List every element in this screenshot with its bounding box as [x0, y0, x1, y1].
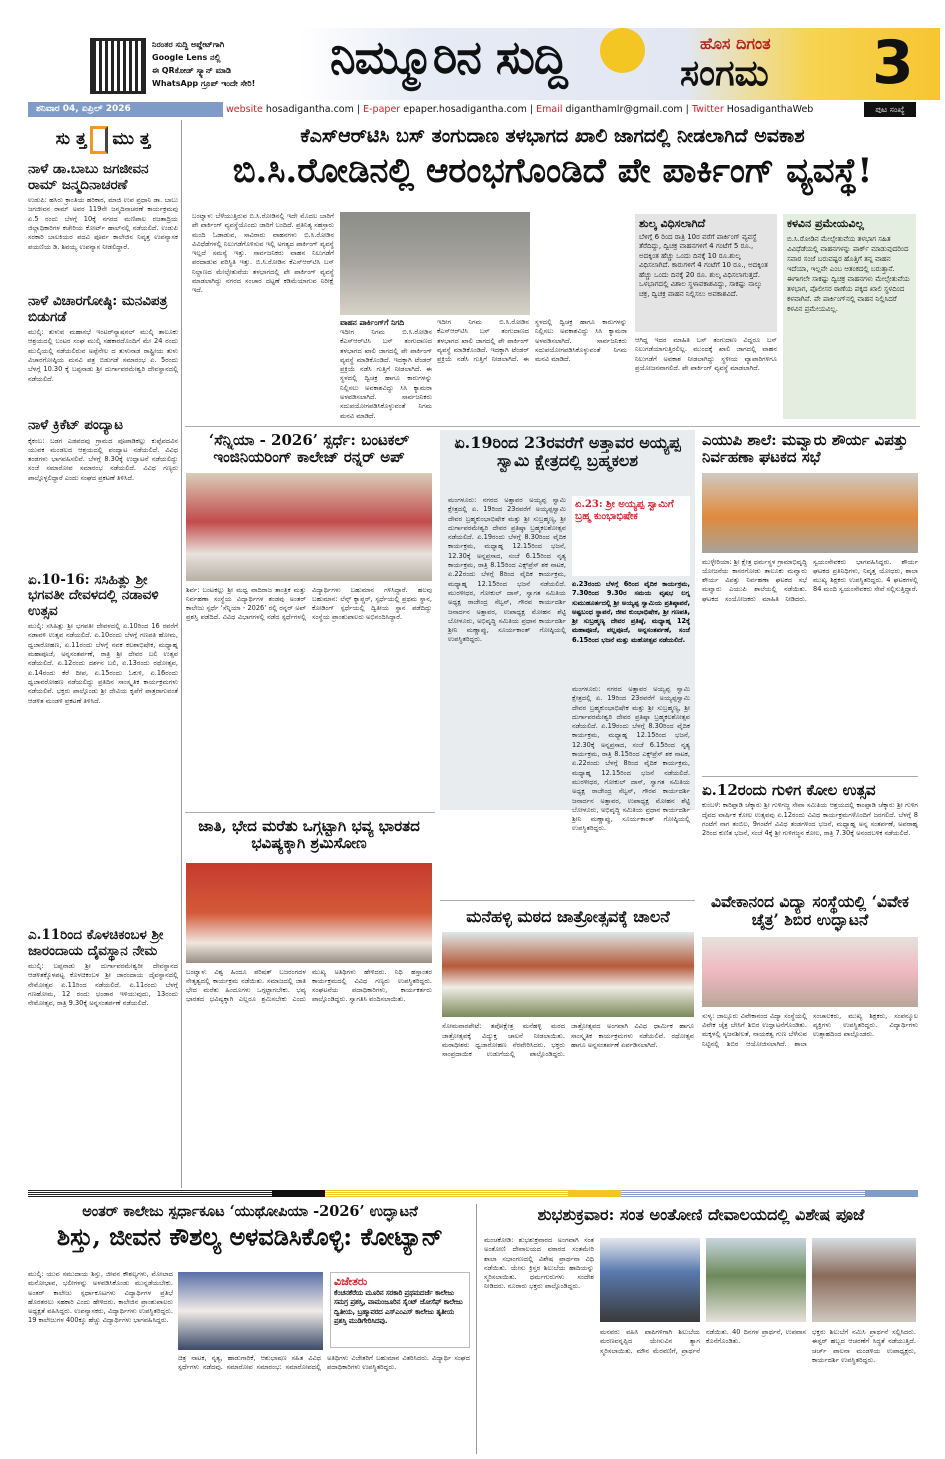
- logo-text: ಮು ತ್ತ: [112, 129, 151, 150]
- parking-photo: [340, 212, 530, 315]
- main-kicker: ಕೆಎಸ್‌ಆರ್‌ಟಿಸಿ ಬಸ್ ತಂಗುದಾಣ ತಳಭಾಗದ ಖಾಲಿ ಜಾಗದಲ್ಲಿ ನೀಡಲಾಗಿದೆ ಅವಕಾಶ: [300, 125, 805, 147]
- theft-info-box: [783, 214, 916, 419]
- main-body: ಬಂಟ್ವಾಳ: ಬೆಳೆಯುತ್ತಿರುವ ಬಿ.ಸಿ.ರೋಡಿನಲ್ಲಿ ಇದೇ ಮೊದಲ ಬಾರಿಗೆ ಪೇ ಪಾರ್ಕಿಂಗ್ ವ್ಯವಸ್ಥೆಯೊಂದು ಜಾರಿಗೆ ಬಂದಿದೆ. ಪ್ರತಿನಿತ್ಯ ಸಹಸ್ರಾರು ಮಂದಿ ಓಡಾಡುವ, ಸಾವಿರಾರು ವಾಹನಗಳು ಬಿ.ಸಿ.ರೋಡಿನ ವಿವಿಧೆಡೆಗಳಲ್ಲಿ ನಿಲುಗಡೆಗೊಳಿಸುವ ಇಲ್ಲಿ ಅಗತ್ಯದ ಪಾರ್ಕಿಂಗ್ ವ್ಯವಸ್ಥೆ ಇಲ್ಲದೆ ಸಮಸ್ಯೆ ಇತ್ತು. ಸಾರ್ವಜನಿಕರು ವಾಹನ ನಿಲುಗಡೆಗೆ ಪರದಾಡುವ ಪರಿಸ್ಥಿತಿ ಇತ್ತು. ಬಿ.ಸಿ.ರೋಡಿನ ಕೆಎಸ್‌ಆರ್‌ಟಿಸಿ ಬಸ್ ನಿಲ್ದಾಣದ ಮೇಲ್ಸೇತುವೆಯ ತಳಭಾಗದಲ್ಲಿ ಪೇ ಪಾರ್ಕಿಂಗ್ ವ್ಯವಸ್ಥೆ ಮಾಡಲಾಗಿದ್ದು ನಗರದ ಸಂಚಾರ ದಟ್ಟಣೆ ಕಡಿಮೆಯಾಗುವ ನಿರೀಕ್ಷೆ ಇದೆ.: [192, 212, 334, 295]
- event-photo: [186, 863, 432, 963]
- brahmakumbha-box: [572, 496, 690, 576]
- story-body: ಕುಂಬಳೆ: ಕಾರಿಪ್ಪಾಡಿ ಚೆಕ್ಕಾರು ಶ್ರೀ ಗುಳಿಗಜ್ಜ ಸೇವಾ ಸಮಿತಿಯ ಆಶ್ರಯದಲ್ಲಿ ಕಾಂಪ್ಪಾಡಿ ಚೆಕ್ಕಾರು ಶ್ರೀ ಗುಳಿಗ ದೈವದ ವಾರ್ಷಿಕ ಕೋಲ ಉತ್ಸವವು ಏ.12ರಂದು ವಿವಿಧ ಕಾರ್ಯಕ್ರಮಗಳೊಂದಿಗೆ ಜರಗಲಿದೆ. ಬೆಳಗ್ಗೆ 8 ಗಂಟೆಗೆ ನಾಗ ತಂಬಿಲ, 9ಗಂಟೆಗೆ ವಿವಿಧ ತಂಡಗಳಿಂದ ಭಜನೆ, ಮಧ್ಯಾಹ್ನ ಅನ್ನ ಸಂತರ್ಪಣೆ, ಅಪರಾಹ್ನ 2ರಿಂದ ಕುಣಿತ ಭಜನೆ, ಸಂಜೆ 4ಕ್ಕೆ ಶ್ರೀ ಗುಳಿಗಜ್ಜನ ಕೋಲ, ರಾತ್ರಿ 7.30ಕ್ಕೆ ಅನಂದಬಳಿಕ ನಡೆಯಲಿದೆ.: [702, 801, 918, 838]
- column-divider: [476, 1204, 477, 1454]
- story-body: ಮಂಗಳೂರು: ನಗರದ ಅತ್ತಾವರ ಅಯ್ಯಪ್ಪ ಸ್ವಾಮಿ ಕ್ಷೇತ್ರದಲ್ಲಿ ಏ. 19ರಿಂದ 23ರವರೆಗೆ ಅಯ್ಯಪ್ಪಸ್ವಾಮಿ ದೇವರ ಬ್ರಹ್ಮಕುಂಭಾಭಿಷೇಕ ಮತ್ತು ಶ್ರೀ ಸುಬ್ರಹ್ಮಣ್ಯ, ಶ್ರೀ ದುರ್ಗಾಪರಮೇಶ್ವರಿ ದೇವರ ಪ್ರತಿಷ್ಠಾ ಬ್ರಹ್ಮಕಲಶೋತ್ಸವ ನಡೆಯಲಿದೆ. ಏ.19ರಂದು ಬೆಳಗ್ಗೆ 8.30ರಿಂದ ವೈದಿಕ ಕಾರ್ಯಕ್ರಮ, ಮಧ್ಯಾಹ್ನ 12.15ರಿಂದ ಭಜನೆ, 12.30ಕ್ಕೆ ಅನ್ನಪ್ರಸಾದ, ಸಂಜೆ 6.15ರಿಂದ ನೃತ್ಯ ಕಾರ್ಯಕ್ರಮ, ರಾತ್ರಿ 8.15ರಿಂದ ಎಕ್ಸ್‌ಪ್ರೆಸ್ ಶಕ ನಾಟಕ, ಏ.22ರಂದು ಬೆಳಗ್ಗೆ 8ರಿಂದ ವೈದಿಕ ಕಾರ್ಯಕ್ರಮ, ಮಧ್ಯಾಹ್ನ 12.15ರಿಂದ ಭಜನೆ ನಡೆಯಲಿದೆ. ಮುರಳೀಧರ, ಗೋಕುಲ್ ದಾಸ್, ಸ್ವಾಗತ ಸಮಿತಿಯ ಅಧ್ಯಕ್ಷ ರಾಜೇಂದ್ರ ಸೆಲ್ವನ್, ಗೌರವ ಕಾರ್ಯದರ್ಶಿ ಜನಾರ್ದನ ಅತ್ತಾವರ, ಉಪಾಧ್ಯಕ್ಷ ಮೋಹನ ಶೆಟ್ಟಿ ಬೋಳೂರು, ಅಭಿವೃದ್ಧಿ ಸಮಿತಿಯ ಪ್ರಧಾನ ಕಾರ್ಯದರ್ಶಿ ಶ್ರೀನಿ ಮಣ್ಣಾಪ್ಪು, ಸೂರ್ಯಕಾಂತ್ ಗೋಷ್ಠಿಯಲ್ಲಿ ಉಪಸ್ಥಿತರಿದ್ದರು.: [572, 685, 690, 833]
- main-body: ಆಗಿದ್ದ ಇದರ ಮಾಹಿತಿ ಬಸ್ ತಂಗುದಾಣ ವಿದ್ದರೂ ಬಸ್ ನಿಲುಗಡೆಯಾಗುತ್ತಿರಲಿಲ್ಲ. ಮುಂದಕ್ಕೆ ಖಾಲಿ ಜಾಗದಲ್ಲಿ ವಾಹನ ನಿಲುಗಡೆಗೆ ಅವಕಾಶ ನೀಡಲಾಗಿದ್ದು ಸ್ಥಳೀಯ ವ್ಯಾಪಾರಿಗಳಿಗೂ ಪ್ರಯೋಜನವಾಗಲಿದೆ. ಪೇ ಪಾರ್ಕಿಂಗ್ ವ್ಯವಸ್ಥೆ ಮಾಡಲಾಗಿದೆ.: [635, 336, 777, 372]
- box-title: ಕಳವಿನ ಪ್ರಮೇಯವಿಲ್ಲ: [787, 217, 864, 230]
- story-body: ಬಂಟ್ವಾಳ: ವಿಶ್ವ ಹಿಂದೂ ಪರಿಷತ್ ಬಜರಂಗದಳ ನೇತೃತ್ವದಲ್ಲಿ ಕಾರ್ಯಕ್ರಮ ನಡೆಯಿತು. ಸಮಾಜದಲ್ಲಿ ಜಾತಿ ಭೇದ ಮರೆತು ಹಿಂದೂಗಳು ಒಗ್ಗಟ್ಟಾಗಬೇಕು. ಭವ್ಯ ಭಾರತದ ಭವಿಷ್ಯಕ್ಕಾಗಿ ಎಲ್ಲರೂ ಶ್ರಮಿಸಬೇಕು ಎಂದು ಮುಖ್ಯ ಅತಿಥಿಗಳು ಹೇಳಿದರು. ನಿಧಿ ಹಸ್ತಾಂತರ ಕಾರ್ಯಕ್ರಮದಲ್ಲಿ ವಿವಿಧ ಗಣ್ಯರು ಉಪಸ್ಥಿತರಿದ್ದರು. ಸಂಘಟನೆಯ ಪದಾಧಿಕಾರಿಗಳು, ಕಾರ್ಯಕರ್ತರು ಪಾಲ್ಗೊಂಡಿದ್ದರು. ಸ್ವಾಗತಿಸಿ ವಂದಿಸಲಾಯಿತು.: [186, 967, 432, 1004]
- winners-box: [330, 1272, 470, 1348]
- qr-line: Google Lens ನಲ್ಲಿ: [152, 53, 221, 62]
- story-headline: ನಾಳೆ ವಿಚಾರಗೋಷ್ಠಿ: ಮನವಿಪತ್ರ ಬಿಡುಗಡೆ: [28, 293, 168, 325]
- decorative-circle: [600, 28, 645, 73]
- epaper-label: E-paper: [363, 104, 401, 115]
- story-body: ಮುಲ್ಕಿ: ತುಳುವ ಮಹಾಸಭೆ ಇಂಟರ್‌ನ್ಯಾಷನಲ್ ಮುಲ್ಕಿ ತಾಲೂಕು ಆಶ್ರಯದಲ್ಲಿ ಬಂಟರ ಸಂಘ ಮುಲ್ಕಿ ಸಹಕಾರದೊಂದಿಗೆ ಮೇ 24 ರಂದು ಮುಲ್ಕಿಯಲ್ಲಿ ನಡೆಯಲಿರುವ ಅಪ್ಪೆನೇಲ ದ ತುಳುನಾಡ ರಾಷ್ಟ್ರೀಯ ತುಳು ವಿಚಾರಗೋಷ್ಠಿಯ ಮನವಿ ಪತ್ರ ಬಿಡುಗಡೆ ಸಮಾರಂಭ ಏ. 5ರಂದು ಬೆಳಗ್ಗೆ 10.30 ಕ್ಕೆ ಬಪ್ಪನಾಡು ಶ್ರೀ ದುರ್ಗಾಪರಮೇಶ್ವರಿ ದೇವಸ್ಥಾನದಲ್ಲಿ ನಡೆಯಲಿದೆ.: [28, 328, 178, 383]
- story-headline: ಏ.12ರಂದು ಗುಳಿಗ ಕೋಲ ಉತ್ಸವ: [702, 781, 876, 799]
- story-headline: ಏ.19ರಿಂದ 23ರವರೆಗೆ ಅತ್ತಾವರ ಅಯ್ಯಪ್ಪ ಸ್ವಾಮಿ ಕ್ಷೇತ್ರದಲ್ಲಿ ಬ್ರಹ್ಮಕಲಶ: [454, 433, 681, 471]
- story-gulige: [702, 782, 918, 876]
- divider: [702, 776, 918, 777]
- story-body: ಉಡುಪಿ: ಹಸಿರು ಕ್ರಾಂತಿಯ ಹರಿಕಾರ, ಮಾಜಿ ಉಪ ಪ್ರಧಾನಿ ಡಾ. ಬಾಬು ಜಗಜೀವನ ರಾಮ್ ಅವರ 119ನೇ ಜನ್ಮದಿನಾಚರಣೆ ಕಾರ್ಯಕ್ರಮವು ಏ.5 ರಂದು ಬೆಳಗ್ಗೆ 10ಕ್ಕೆ ನಗರದ ಮಣಿಪಾಲ ರಜತಾದ್ರಿಯ ಜಿಲ್ಲಾಧಿಕಾರಿಗಳ ಕಚೇರಿಯ ಕೋರ್ಟ್ ಹಾಲ್‌ನಲ್ಲಿ ನಡೆಯಲಿದೆ. ಉಡುಪಿ ಸರಕಾರಿ ಬಾಲಕಿಯರ ಪದವಿ ಪೂರ್ವ ಕಾಲೇಜಿನ ನಿವೃತ್ತ ಉಪನ್ಯಾಸಕ ಪಯಣಿಯ ಡಿ. ಶಿವಯ್ಯ ಉಪನ್ಯಾಸ ನೀಡಲಿದ್ದಾರೆ.: [28, 196, 178, 251]
- website-label: website: [226, 104, 263, 115]
- story-headline: ‘ಸೆನ್ನಿಯಾ - 2026’ ಸ್ಪರ್ಧೆ: ಬಂಟಕಲ್ ಇಂಜಿನಿಯರಿಂಗ್ ಕಾಲೇಜ್ ರನ್ನರ್ ಅಪ್: [208, 431, 410, 467]
- issue-date: ಶನಿವಾರ 04, ಏಪ್ರಿಲ್ 2026: [28, 102, 223, 117]
- photo-caption: ವಾಹನ ಪಾರ್ಕಿಂಗ್‌ಗೆ ನಿಗದಿ: [340, 318, 405, 327]
- qr-code[interactable]: [90, 38, 146, 94]
- left-column: [28, 122, 178, 1112]
- box-body: ಬೆಳಿಗ್ಗೆ 6 ರಿಂದ ರಾತ್ರಿ 10ರ ವರೆಗೆ ಪಾರ್ಕಿಂಗ್ ವ್ಯವಸ್ಥೆ ತೆರೆದಿದ್ದು, ದ್ವಿಚಕ್ರ ವಾಹನಗಳಿಗೆ 4 ಗಂಟೆಗೆ 5 ರೂ., ಅದಕ್ಕಿಂತ ಹೆಚ್ಚು ಒಂದು ದಿನಕ್ಕೆ 10 ರೂ.ಶುಲ್ಕ ವಿಧಿಸಲಾಗಿದೆ. ಕಾರುಗಳಿಗೆ 4 ಗಂಟೆಗೆ 10 ರೂ., ಅದಕ್ಕಿಂತ ಹೆಚ್ಚು ಒಂದು ದಿನಕ್ಕೆ 20 ರೂ. ಶುಲ್ಕ ವಿಧಿಸಲಾಗುತ್ತದೆ. ಒಳಭಾಗದಲ್ಲಿ ವಿಶಾಲ ಸ್ಥಳಾವಕಾಶವಿದ್ದು, ಸಾಕಷ್ಟು ನಾಲ್ಕು ಚಕ್ರ, ದ್ವಿಚಕ್ರ ವಾಹನ ನಿಲ್ಲಿಸಲು ಅವಕಾಶವಿದೆ.: [639, 232, 768, 298]
- brand-logo: ಹೊಸ ದಿಗಂತ: [700, 34, 771, 53]
- story-body: ಮುಲ್ಕಿ: ಸಸಿಹಿತ್ಲು ಶ್ರೀ ಭಗವತೀ ದೇವಳದಲ್ಲಿ ಏ.10ರಿಂದ 16 ರವರೆಗೆ ನಡಾವಳಿ ಉತ್ಸವ ನಡೆಯಲಿದೆ. ಏ.10ರಂದು ಬೆಳಗ್ಗೆ ಗಣಪತಿ ಹೋಮ, ಧ್ವಜಾರೋಹಣ, ಏ.11ರಂದು ಬೆಳಗ್ಗೆ ನವಕ ಕಲಶಾಭಿಷೇಕ, ಮಧ್ಯಾಹ್ನ ಮಹಾಪೂಜೆ, ಅನ್ನಸಂತರ್ಪಣೆ, ರಾತ್ರಿ ಶ್ರೀ ದೇವರ ಬಲಿ ಉತ್ಸವ ನಡೆಯಲಿದೆ. ಏ.12ರಂದು ದರ್ಶನ ಬಲಿ, ಏ.13ರಂದು ರಥೋತ್ಸವ, ಏ.14ರಂದು ಕೆರೆ ದೀಪ, ಏ.15ರಂದು ಓಕುಳಿ, ಏ.16ರಂದು ಧ್ವಜಾವರೋಹಣ ನಡೆಯಲಿದ್ದು ಪ್ರತಿದಿನ ಸಾಂಸ್ಕೃತಿಕ ಕಾರ್ಯಕ್ರಮಗಳು ನಡೆಯಲಿವೆ. ಭಕ್ತರು ಪಾಲ್ಗೊಂಡು ಶ್ರೀ ದೇವಿಯ ಕೃಪೆಗೆ ಪಾತ್ರರಾಗುವಂತೆ ಆಡಳಿತ ಮಂಡಳಿ ಪ್ರಕಟಣೆ ತಿಳಿಸಿದೆ.: [28, 622, 178, 705]
- story-body: ಚಿತ್ರ ನಾಟಕ, ನೃತ್ಯ, ಹಾಡುಗಾರಿಕೆ, ಆಶುಭಾಷಣ ಸಹಿತ ವಿವಿಧ ಸ್ಪರ್ಧೆಗಳು ನಡೆದವು. ಸಮಾರೋಪ ಸಮಾರಂಭ: ಸಮಾರೋಪದಲ್ಲಿ ಅತಿಥಿಗಳು ವಿಜೇತರಿಗೆ ಬಹುಮಾನ ವಿತರಿಸಿದರು. ವಿದ್ಯಾರ್ಥಿ ಸಂಘದ ಪದಾಧಿಕಾರಿಗಳು ಉಪಸ್ಥಿತರಿದ್ದರು.: [178, 1354, 470, 1372]
- box-body: ಕೆಂಚನಕೆರೆಯ ಮೂರಿನ ಸರಕಾರಿ ಪ್ರಥಮದರ್ಜೆ ಕಾಲೇಜು ಸಮಗ್ರ ಪ್ರಶಸ್ತಿ, ವಾಮಂಜೂರಿನ ಸೈಂಟ್ ಜೋಸೆಫ್ ಕಾಲೇಜು ದ್ವಿತೀಯ, ಬ್ರಹ್ಮಾವರದ ಎಸ್‌ಎಂಎಸ್ ಕಾಲೇಜು ತೃತೀಯ ಪ್ರಶಸ್ತಿ ಮುಡಿಗೇರಿಸಿದವು.: [334, 1288, 463, 1326]
- divider: [185, 812, 435, 813]
- qr-line: ನಿರಂತರ ಸುದ್ದಿ ಅಪ್ಡೇಟ್‌ಗಾಗಿ: [152, 40, 225, 49]
- qr-caption: [152, 38, 302, 90]
- story-attavara: [440, 430, 695, 833]
- story-body: ಮುಲ್ಕಿ: ಬಪ್ಪನಾಡು ಶ್ರೀ ದುರ್ಗಾಪರಮೇಶ್ವರೀ ದೇವಸ್ಥಾನದ ಆಡಳಿತಕ್ಕೊಳಪಟ್ಟ ಕೊಳಚಿಕಂಬಳ ಶ್ರೀ ಜಾರಂದಾಯ ದೈವಸ್ಥಾನದಲ್ಲಿ ನೇಮೋತ್ಸವ ಏ.11ರಿಂದ ನಡೆಯಲಿದೆ. ಏ.11ರಂದು ಬೆಳಗ್ಗೆ ಗಣಹೋಮ, 12 ರಂದು ಭಂಡಾರ ಇಳಿಯುವುದು, 13ರಂದು ನೇಮೋತ್ಸವ, ರಾತ್ರಿ 9.30ಕ್ಕೆ ಅನ್ನಸಂತರ್ಪಣೆ ನಡೆಯಲಿದೆ.: [28, 962, 178, 1008]
- story-manehalli: [442, 908, 694, 1186]
- prayer-photo: [812, 1238, 916, 1322]
- temple-photo: [442, 932, 694, 1017]
- story-sennia: [186, 432, 432, 807]
- info-bar: [28, 102, 916, 117]
- page-number: 3: [872, 28, 914, 98]
- main-headline: ಬಿ.ಸಿ.ರೋಡಿನಲ್ಲಿ ಆರಂಭಗೊಂಡಿದೆ ಪೇ ಪಾರ್ಕಿಂಗ್ ವ್ಯವಸ್ಥೆ!: [232, 151, 873, 191]
- email-link[interactable]: diganthamlr@gmail.com: [565, 104, 683, 115]
- section-divider-strip: [28, 1190, 918, 1197]
- story-body: ಕೈಕಂಬ: ಬಡಗ ಎಡಪದವು ಗ್ರಾಮದ ಪೂಪಾಡಿಕಲ್ಲು ಕುಪ್ಪೆಪದವಿನ ಯುವಕ ಮಂಡಲದ ಆಶ್ರಯದಲ್ಲಿ ಪಂದ್ಯಾಟ ನಡೆಯಲಿದೆ. ವಿವಿಧ ತಂಡಗಳು ಭಾಗವಹಿಸಲಿವೆ. ಬೆಳಗ್ಗೆ 8.30ಕ್ಕೆ ಉದ್ಘಾಟನೆ ನಡೆಯಲಿದ್ದು ಸಂಜೆ ಸಮಾರೋಪ ಸಮಾರಂಭ ನಡೆಯಲಿದೆ. ವಿವಿಧ ಗಣ್ಯರು ಪಾಲ್ಗೊಳ್ಳಲಿದ್ದಾರೆ ಎಂದು ಸಂಘದ ಪ್ರಕಟಣೆ ತಿಳಿಸಿದೆ.: [28, 436, 178, 482]
- story-headline: ಏ.10-16: ಸಸಿಹಿತ್ಲು ಶ್ರೀ ಭಗವತೀ ದೇವಳದಲ್ಲಿ ನಡಾವಳಿ ಉತ್ಸವ: [28, 571, 159, 619]
- qr-line: WhatsApp ಗ್ರೂಪ್ ಇಂದೇ ಸೇರಿ!: [152, 79, 256, 88]
- box-title: ಶುಲ್ಕ ವಿಧಿಸಲಾಗಿದೆ: [639, 217, 706, 230]
- fee-info-box: [635, 214, 777, 332]
- story-headline: ವಿವೇಕಾನಂದ ವಿದ್ಯಾ ಸಂಸ್ಥೆಯಲ್ಲಿ ‘ವಿವೇಕ ಚೈತ್ರ’ ಶಿಬಿರ ಉದ್ಘಾಟನೆ: [710, 892, 910, 929]
- story-body: ಸುಳ್ಯ: ಜಾಲ್ಸೂರು ವಿವೇಕಾನಂದ ವಿದ್ಯಾ ಸಂಸ್ಥೆಯಲ್ಲಿ ವಿವೇಕ ಚೈತ್ರ ಬೇಸಿಗೆ ಶಿಬಿರ ಉದ್ಘಾಟನೆಗೊಂಡಿತು. ಮಕ್ಕಳಲ್ಲಿ ಸೃಜನಶೀಲತೆ, ನಾಯಕತ್ವ ಗುಣ ಬೆಳೆಸುವ ನಿಟ್ಟಿನಲ್ಲಿ ಶಿಬಿರ ಆಯೋಜಿಸಲಾಗಿದೆ. ಶಾಲಾ ಸಂಚಾಲಕರು, ಮುಖ್ಯ ಶಿಕ್ಷಕರು, ಸಂಪನ್ಮೂಲ ವ್ಯಕ್ತಿಗಳು ಉಪಸ್ಥಿತರಿದ್ದರು. ವಿದ್ಯಾರ್ಥಿಗಳು ಉತ್ಸಾಹದಿಂದ ಪಾಲ್ಗೊಂಡರು.: [702, 1011, 918, 1048]
- logo-text: ಸು ತ್ತ: [55, 129, 87, 150]
- epaper-link[interactable]: epaper.hosadigantha.com: [403, 104, 527, 115]
- procession-photo: [706, 1238, 806, 1322]
- website-link[interactable]: hosadigantha.com: [265, 104, 354, 115]
- inauguration-photo: [178, 1272, 323, 1350]
- story-youthopia: [28, 1204, 472, 1454]
- divider: [185, 426, 920, 427]
- story-body: ಮಂಚಕೋಡಿ: ಶುಭಶುಕ್ರವಾರದ ಅಂಗವಾಗಿ ಸಂತ ಅಂತೋಣಿ ದೇವಾಲಯದ ವಠಾರದ ಸಂತಮೇರಿ ಶಾಲಾ ಸಭಾಂಗಣದಲ್ಲಿ ವಿಶೇಷ ಪ್ರಾರ್ಥನಾ ವಿಧಿ ನಡೆಯಿತು. ಯೇಸು ಕ್ರಿಸ್ತರ ಶಿಲುಬೆಯ ಹಾದಿಯನ್ನು ಸ್ಮರಿಸಲಾಯಿತು. ಧರ್ಮಗುರುಗಳು ಸಂದೇಶ ನೀಡಿದರು. ನೂರಾರು ಭಕ್ತರು ಪಾಲ್ಗೊಂಡಿದ್ದರು.: [484, 1236, 594, 1291]
- story-headline: ಎಯುಪಿ ಶಾಲೆ: ಮವ್ವಾರು ಶೌರ್ಯ ವಿಪತ್ತು ನಿರ್ವಹಣಾ ಘಟಕದ ಸಭೆ: [702, 431, 908, 467]
- story-body: ಮಂಗಳೂರು: ನಗರದ ಅತ್ತಾವರ ಅಯ್ಯಪ್ಪ ಸ್ವಾಮಿ ಕ್ಷೇತ್ರದಲ್ಲಿ ಏ. 19ರಿಂದ 23ರವರೆಗೆ ಅಯ್ಯಪ್ಪಸ್ವಾಮಿ ದೇವರ ಬ್ರಹ್ಮಕುಂಭಾಭಿಷೇಕ ಮತ್ತು ಶ್ರೀ ಸುಬ್ರಹ್ಮಣ್ಯ, ಶ್ರೀ ದುರ್ಗಾಪರಮೇಶ್ವರಿ ದೇವರ ಪ್ರತಿಷ್ಠಾ ಬ್ರಹ್ಮಕಲಶೋತ್ಸವ ನಡೆಯಲಿದೆ. ಏ.19ರಂದು ಬೆಳಗ್ಗೆ 8.30ರಿಂದ ವೈದಿಕ ಕಾರ್ಯಕ್ರಮ, ಮಧ್ಯಾಹ್ನ 12.15ರಿಂದ ಭಜನೆ, 12.30ಕ್ಕೆ ಅನ್ನಪ್ರಸಾದ, ಸಂಜೆ 6.15ರಿಂದ ನೃತ್ಯ ಕಾರ್ಯಕ್ರಮ, ರಾತ್ರಿ 8.15ರಿಂದ ಎಕ್ಸ್‌ಪ್ರೆಸ್ ಶಕ ನಾಟಕ, ಏ.22ರಂದು ಬೆಳಗ್ಗೆ 8ರಿಂದ ವೈದಿಕ ಕಾರ್ಯಕ್ರಮ, ಮಧ್ಯಾಹ್ನ 12.15ರಿಂದ ಭಜನೆ ನಡೆಯಲಿದೆ. ಮುರಳೀಧರ, ಗೋಕುಲ್ ದಾಸ್, ಸ್ವಾಗತ ಸಮಿತಿಯ ಅಧ್ಯಕ್ಷ ರಾಜೇಂದ್ರ ಸೆಲ್ವನ್, ಗೌರವ ಕಾರ್ಯದರ್ಶಿ ಜನಾರ್ದನ ಅತ್ತಾವರ, ಉಪಾಧ್ಯಕ್ಷ ಮೋಹನ ಶೆಟ್ಟಿ ಬೋಳೂರು, ಅಭಿವೃದ್ಧಿ ಸಮಿತಿಯ ಪ್ರಧಾನ ಕಾರ್ಯದರ್ಶಿ ಶ್ರೀನಿ ಮಣ್ಣಾಪ್ಪು, ಸೂರ್ಯಕಾಂತ್ ಗೋಷ್ಠಿಯಲ್ಲಿ ಉಪಸ್ಥಿತರಿದ್ದರು.: [448, 496, 566, 644]
- story-aup-school: [702, 432, 918, 772]
- story-body: ಮನವರು ವಹಿಸಿ ಪಾಪಿಗಳಿಗಾಗಿ ಶಿಲುಬೆಯ ಮರಣವನ್ನಪ್ಪಿದ ಯೇಸುವಿನ ತ್ಯಾಗ ಸ್ಮರಿಸಲಾಯಿತು. ಮೌನ ಮೆರವಣಿಗೆ, ಪ್ರಾರ್ಥನೆ ನಡೆಯಿತು. 40 ದಿನಗಳ ಪ್ರಾರ್ಥನೆ, ಉಪವಾಸ ಕೊನೆಗೊಂಡಿತು.: [600, 1328, 806, 1355]
- brief-story: [28, 418, 178, 567]
- story-unity: [186, 818, 432, 1186]
- contact-links: website hosadigantha.com | E-paper epaper.hosadigantha.com | Email diganthamlr@gmail.com | Twitter HosadiganthaWeb: [226, 104, 814, 115]
- camp-photo: [702, 937, 918, 1007]
- story-headline: ಎ.11ರಿಂದ ಕೊಳಚಿಕಂಬಳ ಶ್ರೀ ಜಾರಂದಾಯ ದೈವಸ್ಥಾನ ನೇಮ: [28, 927, 164, 959]
- main-body: ಇದೀಗ ನಿಗಮ ಬಿ.ಸಿ.ರೋಡಿನ ಕೆಎಸ್‌ಆರ್‌ಟಿಸಿ ಬಸ್ ತಂಗುದಾಣದ ತಳಭಾಗದ ಖಾಲಿ ಜಾಗದಲ್ಲಿ ಪೇ ಪಾರ್ಕಿಂಗ್ ವ್ಯವಸ್ಥೆ ಮಾಡಿಕೊಂಡಿದೆ. ಇದಕ್ಕಾಗಿ ಟೆಂಡರ್ ಪ್ರಕ್ರಿಯೆ ನಡೆಸಿ ಗುತ್ತಿಗೆ ನೀಡಲಾಗಿದೆ. ಈ ಸ್ಥಳದಲ್ಲಿ ದ್ವಿಚಕ್ರ ಹಾಗೂ ಕಾರುಗಳನ್ನು ನಿಲ್ಲಿಸಲು ಅವಕಾಶವಿದ್ದು ಸಿಸಿ ಕ್ಯಾಮರಾ ಅಳವಡಿಸಲಾಗಿದೆ. ಸಾರ್ವಜನಿಕರು ಸದುಪಯೋಗಪಡಿಸಿಕೊಳ್ಳುವಂತೆ ನಿಗಮ ಮನವಿ ಮಾಡಿದೆ.: [437, 318, 627, 364]
- suttamutta-logo: [28, 122, 178, 158]
- page-label: ಪುಟ ಸಂಖ್ಯೆ: [864, 102, 916, 117]
- story-kicker: ಅಂತರ್ ಕಾಲೇಜು ಸ್ಪರ್ಧಾಕೂಟ ‘ಯುಥೋಪಿಯಾ -2026’ ಉದ್ಘಾಟನೆ: [82, 1203, 418, 1220]
- brief-story: [28, 573, 178, 923]
- story-body: ಶಿರ್ವ: ಬಂಟಕಲ್ಲು ಶ್ರೀ ಮಧ್ವ ವಾದಿರಾಜ ತಾಂತ್ರಿಕ ಮತ್ತು ನಿರ್ವಹಣಾ ಸಂಸ್ಥೆಯ ವಿದ್ಯಾರ್ಥಿಗಳ ತಂಡವು ಅಂತರ್ ಕಾಲೇಜು ಸ್ಪರ್ಧೆ ‘ಸೆನ್ನಿಯಾ - 2026’ ರಲ್ಲಿ ರನ್ನರ್ ಅಪ್ ಪ್ರಶಸ್ತಿ ಪಡೆದಿದೆ. ವಿವಿಧ ವಿಭಾಗಗಳಲ್ಲಿ ನಡೆದ ಸ್ಪರ್ಧೆಗಳಲ್ಲಿ ವಿದ್ಯಾರ್ಥಿಗಳು ಬಹುಮಾನ ಗಳಿಸಿದ್ದಾರೆ. ಹಲವು ಬಹುಮಾನ: ಲೆನ್ಸ್ ಕ್ಯಾಪ್ಚರ್, ಸ್ಪರ್ಧೆಯಲ್ಲಿ ಪ್ರಥಮ ಸ್ಥಾನ, ಕೋಡಿಂಗ್ ಸ್ಪರ್ಧೆಯಲ್ಲಿ ದ್ವಿತೀಯ ಸ್ಥಾನ ಪಡೆದಿದ್ದು ಸಂಸ್ಥೆಯ ಪ್ರಾಂಶುಪಾಲರು ಅಭಿನಂದಿಸಿದ್ದಾರೆ.: [186, 585, 432, 622]
- story-body: ಭಕ್ತರು ಶಿಲುಬೆಗೆ ನಮಿಸಿ ಪ್ರಾರ್ಥನೆ ಸಲ್ಲಿಸಿದರು. ಈಸ್ಟರ್ ಹಬ್ಬದ ಆಚರಣೆಗೆ ಸಿದ್ಧತೆ ನಡೆಯುತ್ತಿದೆ. ಚರ್ಚ್ ಪಾಲನಾ ಮಂಡಳಿಯ ಉಪಾಧ್ಯಕ್ಷರು, ಕಾರ್ಯದರ್ಶಿ ಉಪಸ್ಥಿತರಿದ್ದರು.: [812, 1328, 916, 1364]
- box-title: ಏ.23: ಶ್ರೀ ಅಯ್ಯಪ್ಪ ಸ್ವಾಮಿಗೆ ಬ್ರಹ್ಮ ಕುಂಭಾಭಿಷೇಕ: [575, 499, 674, 522]
- story-vivekananda: [702, 893, 918, 1186]
- story-headline: ನಾಳೆ ಡಾ.ಬಾಬು ಜಗಜೀವನ ರಾಮ್ ಜನ್ಮದಿನಾಚರಣೆ: [28, 161, 149, 193]
- brief-story: [28, 162, 178, 288]
- column-divider: [181, 120, 182, 1188]
- email-label: Email: [536, 104, 563, 115]
- story-headline: ಶಿಸ್ತು, ಜೀವನ ಕೌಶಲ್ಯ ಅಳವಡಿಸಿಕೊಳ್ಳಿ: ಕೋಟ್ಯಾನ್: [56, 1221, 444, 1251]
- brief-story: [28, 928, 178, 1112]
- door-icon: [90, 126, 108, 154]
- divider: [440, 900, 695, 901]
- box-body: ಬಿ.ಸಿ.ರೋಡಿನ ಮೇಲ್ಸೇತುವೆಯ ತಳಭಾಗ ಸಹಿತ ವಿವಿಧೆಡೆಯಲ್ಲಿ ವಾಹನಗಳನ್ನು ಪಾರ್ಕ್ ಮಾಡುವುದರಿಂದ ಸವಾರ ಸಂಜೆ ಬರುವಷ್ಟರ ಹೊತ್ತಿಗೆ ತನ್ನ ವಾಹನ ಇದೆಯಾ, ಇಲ್ಲವೇ ಎಂಬ ಆತಂಕದಲ್ಲಿ ಬರುತ್ತಾನೆ. ಈಗಾಗಲೇ ಸಾಕಷ್ಟು ದ್ವಿಚಕ್ರ ವಾಹನಗಳು ಮೇಲ್ಸೇತುವೆಯ ತಳಭಾಗ, ಪೊಲೀಸರ ಠಾಣೆಯ ಪಕ್ಕದ ಖಾಲಿ ಸ್ಥಳದಿಂದ ಕಳವಾಗಿವೆ. ಪೇ ಪಾರ್ಕಿಂಗ್‌ನಲ್ಲಿ ವಾಹನ ನಿಲ್ಲಿಸಿದರೆ ಕಳವಿನ ಪ್ರಮೇಯವಿಲ್ಲ.: [787, 234, 910, 313]
- story-headline: ನಾಳೆ ಕ್ರಿಕೆಟ್ ಪಂದ್ಯಾಟ: [28, 417, 124, 434]
- masthead-title: ನಿಮ್ಮೂರಿನ ಸುದ್ದಿ: [330, 30, 567, 84]
- story-good-friday: [484, 1206, 918, 1454]
- box-title: ವಿಜೇತರು: [334, 1275, 368, 1288]
- main-body: ಇದೀಗ ನಿಗಮ ಬಿ.ಸಿ.ರೋಡಿನ ಕೆಎಸ್‌ಆರ್‌ಟಿಸಿ ಬಸ್ ತಂಗುದಾಣದ ತಳಭಾಗದ ಖಾಲಿ ಜಾಗದಲ್ಲಿ ಪೇ ಪಾರ್ಕಿಂಗ್ ವ್ಯವಸ್ಥೆ ಮಾಡಿಕೊಂಡಿದೆ. ಇದಕ್ಕಾಗಿ ಟೆಂಡರ್ ಪ್ರಕ್ರಿಯೆ ನಡೆಸಿ ಗುತ್ತಿಗೆ ನೀಡಲಾಗಿದೆ. ಈ ಸ್ಥಳದಲ್ಲಿ ದ್ವಿಚಕ್ರ ಹಾಗೂ ಕಾರುಗಳನ್ನು ನಿಲ್ಲಿಸಲು ಅವಕಾಶವಿದ್ದು ಸಿಸಿ ಕ್ಯಾಮರಾ ಅಳವಡಿಸಲಾಗಿದೆ. ಸಾರ್ವಜನಿಕರು ಸದುಪಯೋಗಪಡಿಸಿಕೊಳ್ಳುವಂತೆ ನಿಗಮ ಮನವಿ ಮಾಡಿದೆ.: [340, 328, 432, 420]
- church-photo: [600, 1238, 700, 1322]
- story-body: ಮುಲ್ಕಿ: ಯುವ ಸಮುದಾಯ ಶಿಸ್ತು, ಜೀವನ ಕೌಶಲ್ಯಗಳು, ಮೋಲಾದ ಮನೋಭಾವ, ಭಲೀಗಳನ್ನು ಅಳವಡಿಸಿಕೊಂಡು ಮುನ್ನಡೆಯಬೇಕು. ಅಂತರ್ ಕಾಲೇಜು ಸ್ಪರ್ಧಾಕೂಟಗಳು ವಿದ್ಯಾರ್ಥಿಗಳ ಪ್ರತಿಭೆ ಹೊರತರಲು ಸಹಕಾರಿ ಎಂದು ಹೇಳಿದರು. ಕಾಲೇಜಿನ ಪ್ರಾಂಶುಪಾಲರು ಅಧ್ಯಕ್ಷತೆ ವಹಿಸಿದ್ದರು. ಉಪನ್ಯಾಸಕರು, ವಿದ್ಯಾರ್ಥಿಗಳು ಉಪಸ್ಥಿತರಿದ್ದರು. 19 ಕಾಲೇಜುಗಳ 400ಕ್ಕೂ ಹೆಚ್ಚು ವಿದ್ಯಾರ್ಥಿಗಳು ಭಾಗವಹಿಸಿದ್ದರು.: [28, 1270, 173, 1325]
- students-photo: [186, 473, 432, 581]
- brief-story: [28, 294, 178, 412]
- qr-line: ಈ QRಕೋಡ್ ಸ್ಕ್ಯಾನ್ ಮಾಡಿ: [152, 66, 232, 75]
- story-headline: ಮನೆಹಳ್ಳಿ ಮಠದ ಜಾತ್ರೋತ್ಸವಕ್ಕೆ ಚಾಲನೆ: [466, 907, 670, 926]
- section-title: ಸಂಗಮ: [680, 52, 769, 94]
- meeting-photo: [702, 473, 918, 553]
- story-headline: ಶುಭಶುಕ್ರವಾರ: ಸಂತ ಅಂತೋಣಿ ದೇವಾಲಯದಲ್ಲಿ ವಿಶೇಷ ಪೂಜೆ: [537, 1205, 865, 1224]
- story-body: ಮುಳ್ಳೇರಿಯಾ: ಶ್ರೀ ಕ್ಷೇತ್ರ ಧರ್ಮಸ್ಥಳ ಗ್ರಾಮಾಭಿವೃದ್ಧಿ ಯೋಜನೆಯ ಕಾಸರಗೋಡು ತಾಲೂಕು ಮವ್ವಾರು ಶೌರ್ಯ ವಿಪತ್ತು ನಿರ್ವಹಣಾ ಘಟಕದ ಸಭೆ ಮವ್ವಾರು ಎಯುಪಿ ಶಾಲೆಯಲ್ಲಿ ನಡೆಯಿತು. ಘಟಕದ ಸಂಯೋಜಕರು ಮಾಹಿತಿ ನೀಡಿದರು. ಸ್ವಯಂಸೇವಕರು ಭಾಗವಹಿಸಿದ್ದರು. ಶೌರ್ಯ ಘಟಕದ ಪ್ರತಿನಿಧಿಗಳು, ನಿವೃತ್ತ ಯೋಧರು, ಶಾಲಾ ಮುಖ್ಯ ಶಿಕ್ಷಕರು ಉಪಸ್ಥಿತರಿದ್ದರು. 4 ಘಟಕಗಳಲ್ಲಿ 84 ಮಂದಿ ಸ್ವಯಂಸೇವಕರು ಸೇವೆ ಸಲ್ಲಿಸುತ್ತಿದ್ದಾರೆ.: [702, 557, 918, 603]
- twitter-link[interactable]: HosadiganthaWeb: [726, 104, 814, 115]
- story-body: ಸೋಮವಾರಪೇಟೆ: ತಪೋಕ್ಷೇತ್ರ ಮನೆಹಳ್ಳಿ ಮಠದ ಜಾತ್ರೋತ್ಸವಕ್ಕೆ ವಿದ್ಯುಕ್ತ ಚಾಲನೆ ನೀಡಲಾಯಿತು. ಮಠಾಧೀಶರು ಧ್ವಜಾರೋಹಣ ನೆರವೇರಿಸಿದರು. ಭಕ್ತರು ಸಾಂಪ್ರದಾಯಿಕ ಉಡುಗೆಯಲ್ಲಿ ಪಾಲ್ಗೊಂಡಿದ್ದರು. ಜಾತ್ರೋತ್ಸವದ ಅಂಗವಾಗಿ ವಿವಿಧ ಧಾರ್ಮಿಕ ಹಾಗೂ ಸಾಂಸ್ಕೃತಿಕ ಕಾರ್ಯಕ್ರಮಗಳು ನಡೆಯಲಿವೆ. ರಥೋತ್ಸವ ಹಾಗೂ ಅನ್ನಸಂತರ್ಪಣೆ ಏರ್ಪಡಿಸಲಾಗಿದೆ.: [442, 1022, 694, 1059]
- twitter-label: Twitter: [691, 104, 724, 115]
- box-body: ಏ.23ರಂದು ಬೆಳಗ್ಗೆ 6ರಿಂದ ವೈದಿಕ ಕಾರ್ಯಕ್ರಮ, 7.30ರಿಂದ 9.30ರ ಸಮಯ ವೃಷಭ ಲಗ್ನ ಸುಮುಹೂರ್ತದಲ್ಲಿ ಶ್ರೀ ಅಯ್ಯಪ್ಪ ಸ್ವಾಮಿಯ ಪ್ರತಿಷ್ಠಾಪನೆ, ಅಷ್ಟಬಂಧ ಸ್ಥಾಪನೆ, ಜೀವ ಕುಂಭಾಭಿಷೇಕ, ಶ್ರೀ ಗಣಪತಿ, ಶ್ರೀ ಸುಬ್ರಹ್ಮಣ್ಯ ದೇವರ ಪ್ರತಿಷ್ಠೆ, ಮಧ್ಯಾಹ್ನ 12ಕ್ಕೆ ಮಹಾಪೂಜೆ, ಪಲ್ಲಪೂಜೆ, ಅನ್ನಸಂತರ್ಪಣೆ, ಸಂಜೆ 6.15ರಿಂದ ಭಜನೆ ಮತ್ತು ಮಹೋತ್ಸವ ನಡೆಯಲಿದೆ.: [572, 580, 690, 644]
- story-headline: ಜಾತಿ, ಭೇದ ಮರೆತು ಒಗ್ಗಟ್ಟಾಗಿ ಭವ್ಯ ಭಾರತದ ಭವಿಷ್ಯಕ್ಕಾಗಿ ಶ್ರಮಿಸೋಣ: [198, 817, 420, 853]
